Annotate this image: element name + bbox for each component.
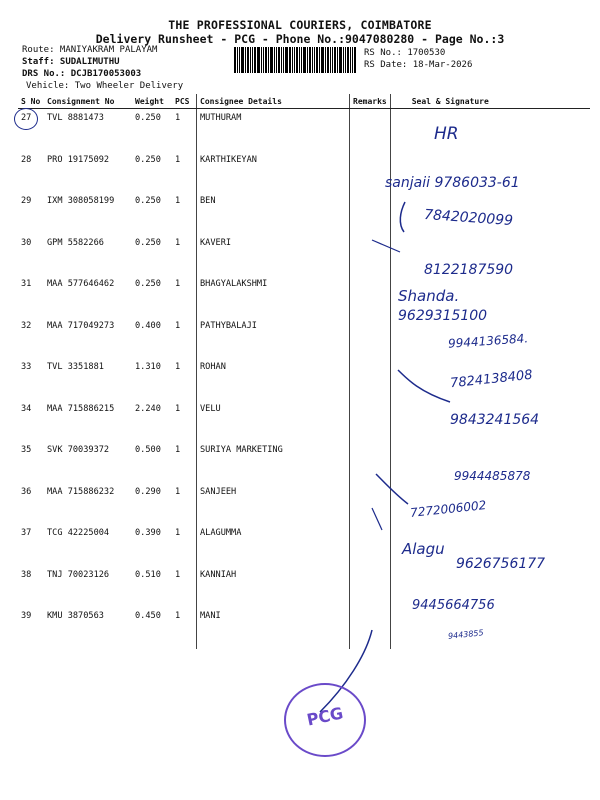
row-consignee: KANNIAH (197, 566, 350, 608)
row-sno: 35 (21, 445, 32, 455)
row-pcs: 1 (175, 611, 181, 621)
row-consignee: SANJEEH (197, 483, 350, 525)
row-pcs: 1 (175, 403, 181, 414)
pcg-stamp: PCG (284, 683, 366, 757)
row-consignee: KARTHIKEYAN (197, 151, 350, 193)
row-weight: 0.500 (135, 445, 161, 455)
row-consignee: VELU (197, 400, 350, 442)
handwriting-row37-phone: 9626756177 (456, 556, 546, 572)
row-consignment: TVL 8881473 (47, 113, 104, 123)
handwriting-row28: sanjaii 9786033-61 (385, 175, 520, 191)
row-consignment: IXM 308058199 (47, 196, 115, 206)
row-weight: 1.310 (135, 362, 161, 372)
row-pcs: 1 (175, 154, 181, 165)
row-sno: 34 (21, 403, 32, 414)
handwriting-row31-phone: 9629315100 (398, 308, 488, 324)
row-weight: 0.450 (135, 611, 161, 621)
row-weight: 0.250 (135, 279, 161, 289)
row-consignee: BHAGYALAKSHMI (197, 275, 350, 317)
row-consignee: MANI (197, 607, 350, 649)
rs-date: RS Date: 18-Mar-2026 (364, 60, 473, 70)
handwriting-row39: 9443855 (447, 628, 485, 641)
col-sno: S No (18, 94, 44, 109)
row-consignee: SURIYA MARKETING (197, 441, 350, 483)
row-sno: 39 (21, 611, 32, 621)
row-pcs: 1 (175, 279, 181, 289)
row-sno: 27 (21, 113, 32, 123)
row-weight: 0.250 (135, 196, 161, 206)
row-consignment: KMU 3870563 (47, 611, 104, 621)
row-sno: 37 (21, 528, 32, 538)
row-consignment: MAA 715886215 (47, 403, 115, 414)
row-sno: 29 (21, 196, 32, 206)
row-pcs: 1 (175, 113, 181, 123)
row-consignment: MAA 717049273 (47, 320, 115, 331)
row-consignment: GPM 5582266 (47, 237, 104, 248)
row-consignee: ROHAN (197, 358, 350, 400)
row-consignee: ALAGUMMA (197, 524, 350, 566)
row-consignee: PATHYBALAJI (197, 317, 350, 359)
drs-number: DRS No.: DCJB170053003 (22, 69, 142, 79)
row-consignment: MAA 577646462 (47, 279, 115, 289)
handwriting-row38: 9445664756 (412, 598, 495, 613)
handwriting-row37-name: Alagu (402, 540, 445, 558)
row-pcs: 1 (175, 196, 181, 206)
signature-row27: HR (434, 124, 459, 144)
handwriting-row32: 9944136584. (447, 331, 529, 351)
document-subtitle: Delivery Runsheet - PCG - Phone No.:9047080280 - Page No.:3 (95, 32, 505, 46)
handwriting-row29: 7842020099 (423, 206, 514, 230)
row-pcs: 1 (175, 362, 181, 372)
handwriting-row35: 9944485878 (454, 469, 531, 483)
row-sno: 30 (21, 237, 32, 248)
col-weight: Weight (132, 94, 172, 109)
row-sno: 33 (21, 362, 32, 372)
row-consignment: TNJ 70023126 (47, 569, 110, 580)
row-weight: 0.250 (135, 113, 161, 123)
row-pcs: 1 (175, 569, 181, 580)
row-consignment: MAA 715886232 (47, 486, 115, 497)
col-pcs: PCS (172, 94, 197, 109)
handwriting-row31-name: Shanda. (398, 287, 460, 305)
row-consignment: PRO 19175092 (47, 154, 110, 165)
col-seal: Seal & Signature (390, 94, 590, 109)
row-pcs: 1 (175, 528, 181, 538)
row-sno: 32 (21, 320, 32, 331)
row-consignment: SVK 70039372 (47, 445, 110, 455)
row-sno: 31 (21, 279, 32, 289)
row-weight: 0.390 (135, 528, 161, 538)
row-sno: 28 (21, 154, 32, 165)
col-consignment: Consignment No (44, 94, 132, 109)
row-weight: 0.400 (135, 320, 161, 331)
row-weight: 0.250 (135, 237, 161, 248)
row-consignee: MUTHURAM (197, 109, 350, 151)
col-consignee: Consignee Details (197, 94, 350, 109)
vehicle-label: Vehicle: Two Wheeler Delivery (26, 81, 184, 91)
staff-label: Staff: SUDALIMUTHU (22, 57, 120, 67)
row-sno: 36 (21, 486, 32, 497)
row-weight: 0.510 (135, 569, 161, 580)
row-consignee: KAVERI (197, 234, 350, 276)
row-weight: 2.240 (135, 403, 161, 414)
row-consignment: TCG 42225004 (47, 528, 110, 538)
handwriting-row34: 9843241564 (450, 412, 540, 428)
row-weight: 0.250 (135, 154, 161, 165)
handwriting-row33: 7824138408 (449, 367, 534, 392)
row-sno: 38 (21, 569, 32, 580)
row-consignee: BEN (197, 192, 350, 234)
handwriting-row30: 8122187590 (424, 262, 514, 278)
row-pcs: 1 (175, 320, 181, 331)
row-pcs: 1 (175, 237, 181, 248)
row-weight: 0.290 (135, 486, 161, 497)
handwriting-row36: 7272006002 (409, 498, 487, 520)
row-consignment: TVL 3351881 (47, 362, 104, 372)
document-title: THE PROFESSIONAL COURIERS, COIMBATORE (168, 18, 432, 32)
route-label: Route: MANIYAKRAM PALAYAM (22, 45, 158, 55)
row-pcs: 1 (175, 445, 181, 455)
row-pcs: 1 (175, 486, 181, 497)
col-remarks: Remarks (350, 94, 391, 109)
rs-number: RS No.: 1700530 (364, 48, 446, 58)
